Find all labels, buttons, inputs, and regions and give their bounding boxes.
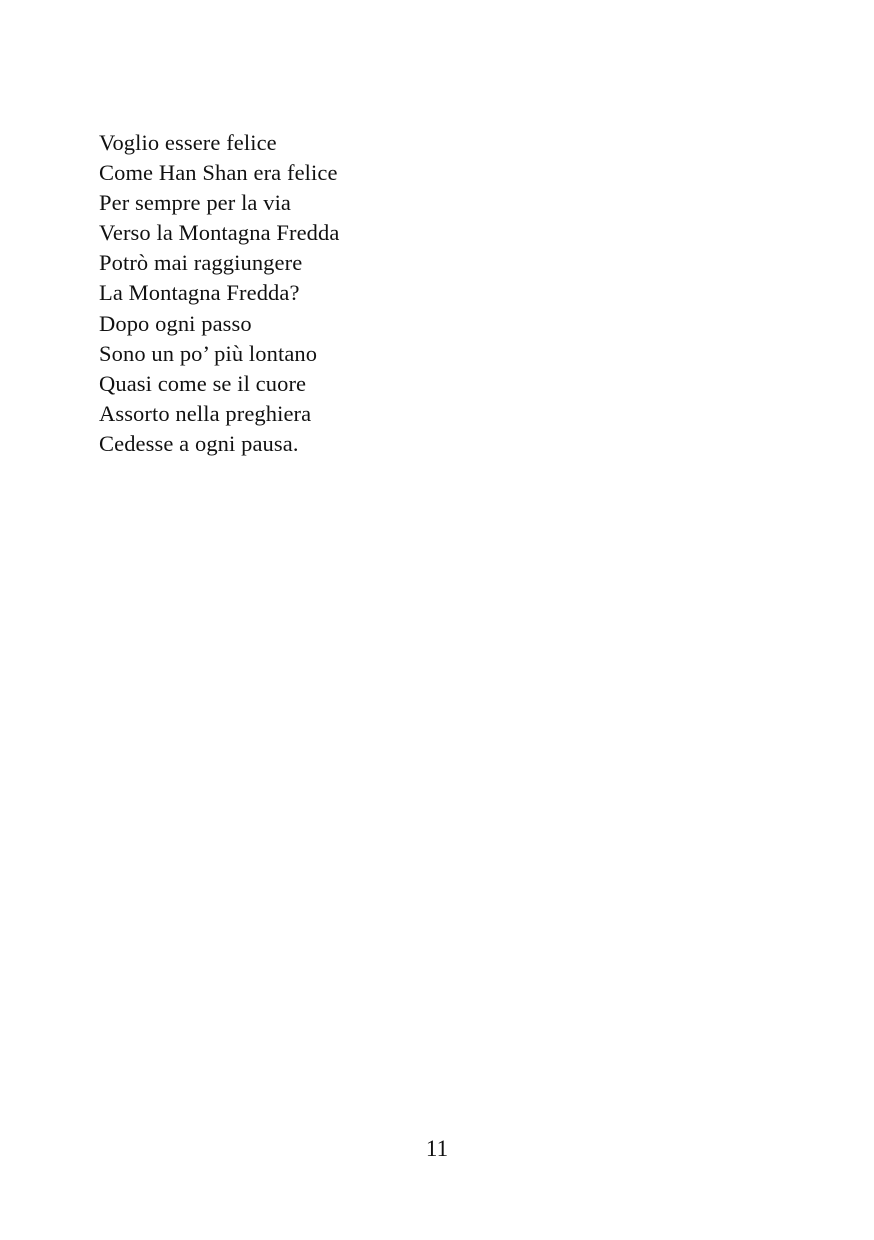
- poem-line: Cedesse a ogni pausa.: [99, 430, 299, 456]
- poem-line: La Montagna Fredda?: [99, 280, 300, 306]
- poem-line: Per sempre per la via: [99, 190, 292, 216]
- poem-line: Voglio essere felice: [99, 130, 277, 155]
- poem-body: [99, 128, 739, 459]
- poem-line: Dopo ogni passo: [99, 310, 252, 336]
- poem-line: Sono un po’ più lontano: [99, 340, 318, 366]
- page-number: 11: [425, 1136, 449, 1161]
- poem-line: Quasi come se il cuore: [99, 370, 307, 396]
- poem-line: Verso la Montagna Fredda: [99, 220, 340, 246]
- poem-line: Assorto nella preghiera: [99, 400, 312, 426]
- poem-line: Potrò mai raggiungere: [99, 250, 303, 276]
- poem-line: Come Han Shan era felice: [99, 160, 338, 186]
